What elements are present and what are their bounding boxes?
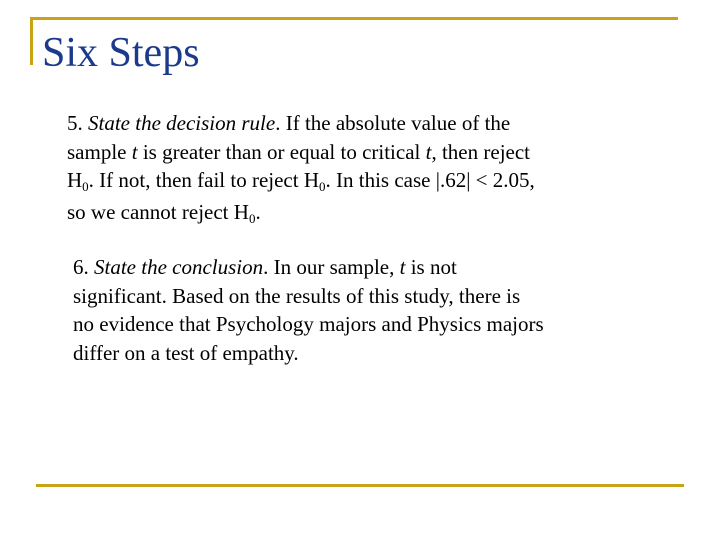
step5-line1-text: . If the absolute value of the: [275, 111, 511, 135]
step5-line-3: [67, 166, 535, 198]
slide-title: Six Steps: [42, 30, 200, 76]
step5-line2-c: , then reject: [431, 139, 530, 164]
step5-h-subscript: 0: [82, 179, 89, 194]
step5-h-subscript-3: 0: [248, 210, 256, 226]
top-rule: [30, 17, 678, 20]
step5-line-4: [67, 198, 535, 230]
left-rule: [30, 17, 33, 65]
step6-line-1: [73, 253, 544, 282]
step6-t-symbol: t: [399, 255, 406, 279]
step5-line-1: [67, 109, 535, 138]
step5-line3-mid: . If not, then fail to reject H: [88, 168, 320, 192]
step6-paragraph: [73, 253, 544, 367]
step5-line3-end: . In this case |.62| < 2.05,: [325, 168, 535, 192]
step5-h-subscript-2: 0: [319, 179, 326, 194]
step6-line-4: differ on a test of empathy.: [73, 340, 299, 365]
step5-h-symbol: H: [67, 168, 83, 192]
step6-line1-end: is not: [405, 255, 457, 279]
step6-line-2: significant. Based on the results of this study, there is: [73, 283, 521, 308]
step6-line1-text: . In our sample,: [263, 255, 400, 279]
step5-line2-b: is greater than or equal to critical: [137, 139, 426, 164]
step5-critical-t-symbol: t: [425, 139, 432, 164]
step5-number: 5.: [67, 111, 83, 135]
bottom-rule: [36, 484, 684, 487]
step5-heading: State the decision rule: [88, 111, 276, 135]
step5-line2-a: sample: [67, 139, 132, 164]
step5-line4-a: so we cannot reject H: [67, 199, 249, 224]
step5-paragraph: [67, 109, 535, 229]
step5-line4-end: .: [255, 199, 261, 224]
step6-line-3: no evidence that Psychology majors and Physics majors: [73, 312, 544, 336]
step5-t-symbol: t: [131, 139, 138, 164]
step6-number: 6.: [73, 255, 89, 279]
step5-line-2: [67, 138, 535, 167]
step6-heading: State the conclusion: [94, 255, 264, 279]
